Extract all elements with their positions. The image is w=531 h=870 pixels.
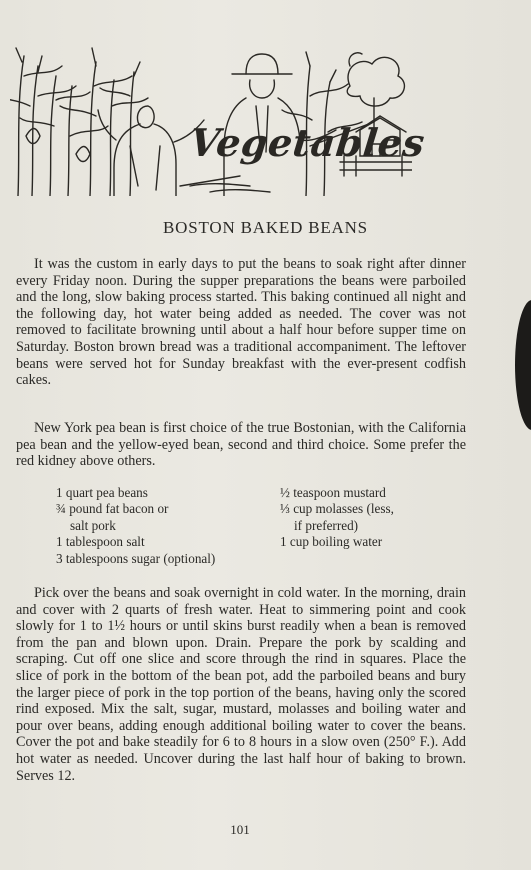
page-edge-shadow [515,300,531,430]
ingredient-line: 3 tablespoons sugar (optional) [56,550,216,566]
ingredients-right-column [280,485,480,551]
page-number: 101 [230,822,250,837]
ingredient-line-continuation: if preferred) [294,517,359,533]
ingredient-line: ⅓ cup molasses (less, [280,501,394,517]
intro-paragraph-1: It was the custom in early days to put the beans to soak right after dinner every Friday noon. During the supper preparations the beans were parboiled and the long, slow baking process started. This baking continued all night and the following day, hot water being added as needed. The cover was not removed to facilitate browning until about a half hour before supper time on Saturday. Boston brown bread was a traditional accompaniment. The leftover beans were served hot for Sunday breakfast with the ever-present codfish cakes. [16,256,466,389]
ingredient-line: 1 quart pea beans [56,485,148,500]
cornfield-illustration [10,36,412,196]
intro-paragraph-2: New York pea bean is first choice of the true Bostonian, with the California pea bean and the yellow-eyed bean, second and third choice. Some prefer the red kidney above others. [16,420,466,470]
method-paragraph: Pick over the beans and soak overnight in cold water. In the morning, drain and cover with 2 quarts of fresh water. Heat to simmering point and cook slowly for 1 to 1½ hours or until skins burst readily when a bean is removed from the pan and blown upon. Drain. Prepare the pork by scalding and scraping. Cut off one slice and score through the rind in squares. Place the slice of pork in the bottom of the bean pot, add the parboiled beans and bury the larger piece of pork in the top portion of the beans, having only the scored rind exposed. Mix the salt, sugar, mustard, molasses and boiling water and pour over beans, adding enough additional boiling water to cover the beans. Cover the pot and bake steadily for 6 to 8 hours in a slow oven (250° F.). Add hot water as needed. Uncover during the last half hour of baking to brown. Serves 12. [16,585,466,784]
ingredient-line-continuation: salt pork [70,517,116,533]
ingredient-line: ½ teaspoon mustard [280,485,386,500]
ingredient-line: ¾ pound fat bacon or [56,501,169,517]
chapter-title: Vegetables [187,120,428,165]
ingredient-line: 1 tablespoon salt [56,534,145,550]
recipe-title: BOSTON BAKED BEANS [163,218,368,237]
ingredient-line: 1 cup boiling water [280,534,383,550]
ingredients-left-column [56,485,271,567]
